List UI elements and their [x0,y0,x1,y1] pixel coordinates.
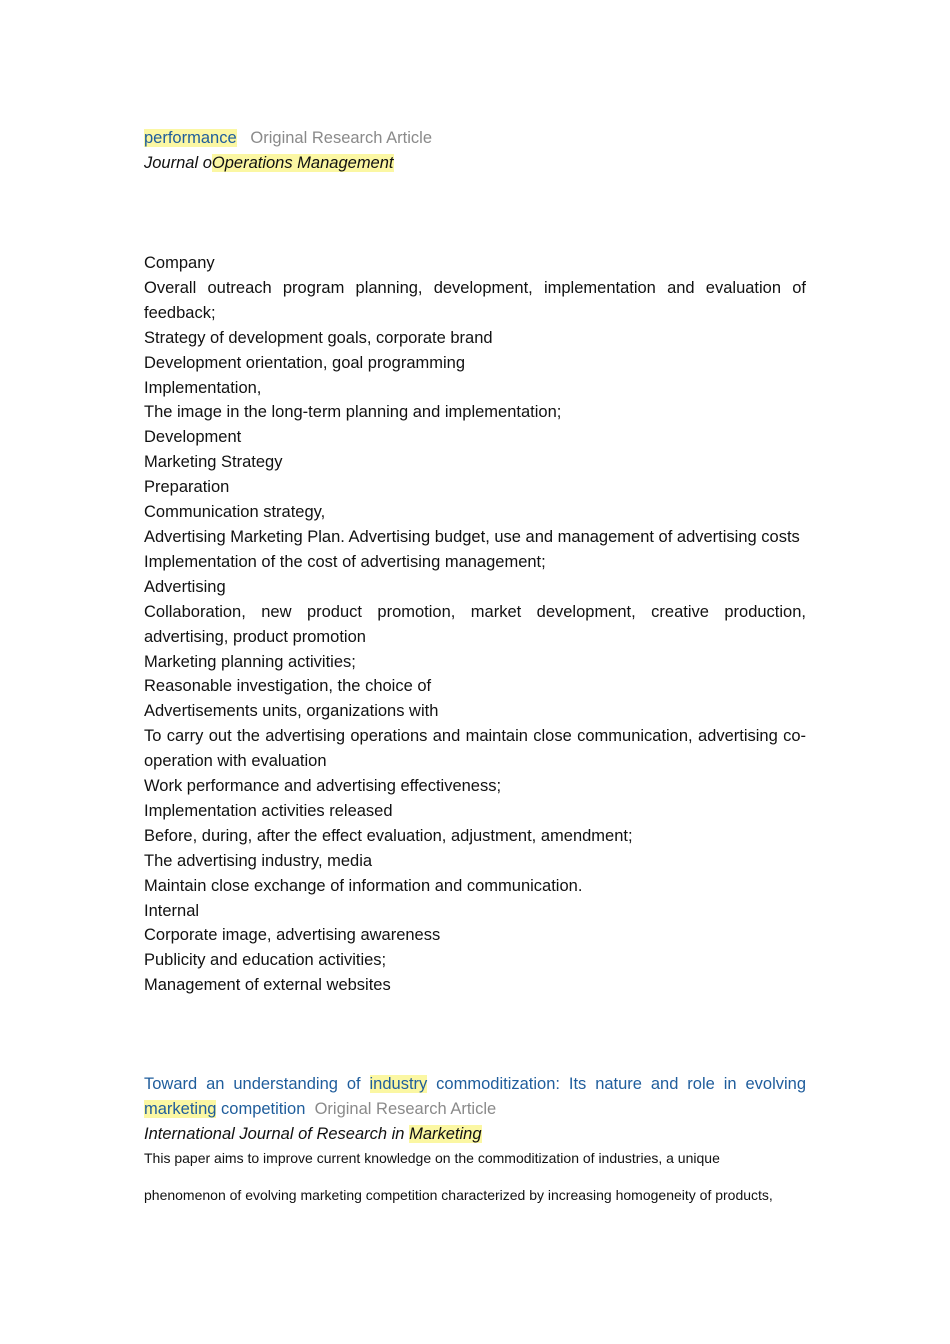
article-1-title-link[interactable]: performance [144,129,237,147]
body-line: Development [144,428,242,447]
body-line: Internal [144,901,200,920]
body-line: Advertising [144,577,226,596]
body-line: To carry out the advertising operations and maintain close communication, advertising co-operation with evaluation [144,727,806,771]
article-1-journal [144,151,806,176]
body-line: Strategy of development goals, corporate brand [144,328,493,347]
body-line: Work performance and advertising effectiveness; [144,777,502,796]
body-line: Preparation [144,478,230,497]
body-line: Implementation of the cost of advertising management; [144,552,546,571]
body-line: The image in the long-term planning and implementation; [144,403,562,422]
article-1-type-tag: Original Research Article [250,129,432,147]
body-line: Management of external websites [144,976,391,995]
body-line: Collaboration, new product promotion, market development, creative production, advertising, product promotion [144,602,806,646]
body-text [144,251,806,998]
body-line: Implementation, [144,378,262,397]
article-2-title-row [144,1072,806,1122]
article-2-type-tag: Original Research Article [314,1100,497,1118]
article-1-journal-prefix: Journal o [144,154,212,172]
body-line: Maintain close exchange of information and communication. [144,876,583,895]
body-line: Advertising Marketing Plan. Advertising budget, use and management of advertising costs [144,527,800,546]
article-2-title-part2: commoditization: Its nature and role in evolving [427,1075,807,1093]
body-line: Advertisements units, organizations with [144,702,439,721]
article-1-journal-highlight: Operations Management [211,154,394,172]
body-line: Implementation activities released [144,801,393,820]
body-line: Reasonable investigation, the choice of [144,677,432,696]
article-2-title-highlight-marketing: marketing [144,1100,217,1118]
body-line: Corporate image, advertising awareness [144,926,441,945]
article-1-title-row [144,126,806,151]
article-2-abstract-line: This paper aims to improve current knowledge on the commoditization of industries, a unique [144,1150,720,1166]
article-2-journal-highlight: Marketing [409,1125,482,1143]
article-2-title-part1: Toward an understanding of [144,1075,370,1093]
body-line: Publicity and education activities; [144,951,387,970]
article-2-abstract [144,1149,806,1204]
article-1-header [144,126,806,176]
article-2-journal [144,1122,806,1147]
body-line: Before, during, after the effect evaluation, adjustment, amendment; [144,826,633,845]
body-line: Company [144,254,215,272]
article-2-header [144,1072,806,1147]
body-line: Communication strategy, [144,503,326,522]
body-line: Development orientation, goal programming [144,353,466,372]
article-2-title-part3: competition [216,1100,306,1118]
body-line: The advertising industry, media [144,851,373,870]
body-line: Marketing planning activities; [144,652,356,671]
article-2-title-highlight-industry: industry [369,1075,428,1093]
body-line: Overall outreach program planning, development, implementation and evaluation of feedback; [144,278,806,322]
article-2-abstract-line: phenomenon of evolving marketing competition characterized by increasing homogeneity of products, [144,1187,773,1203]
body-line: Marketing Strategy [144,453,283,472]
article-2-journal-prefix: International Journal of Research in [144,1125,410,1143]
